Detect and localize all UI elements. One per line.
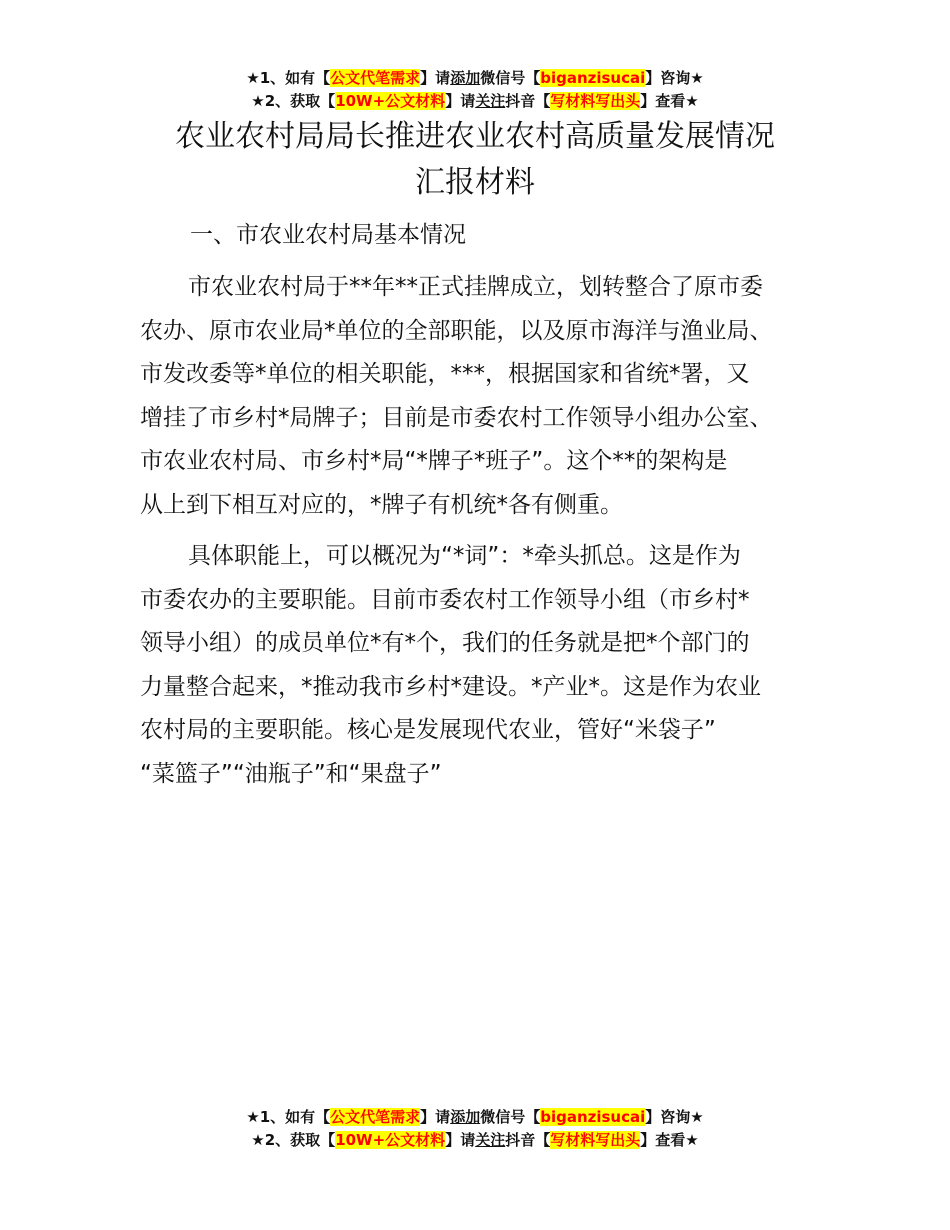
banner-text: ★1、如有【 xyxy=(246,69,331,87)
document-title xyxy=(0,114,950,206)
banner-line-1 xyxy=(0,1106,950,1129)
footer-banner xyxy=(0,1106,950,1152)
banner-highlight: 10W+公文材料 xyxy=(335,92,446,110)
banner-text: 微信号【 xyxy=(480,69,541,87)
banner-highlight: 写材料写出头 xyxy=(550,1131,641,1149)
banner-text: 】咨询★ xyxy=(645,1108,704,1126)
banner-underlined: 添加 xyxy=(450,1108,481,1126)
banner-text: ★1、如有【 xyxy=(246,1108,331,1126)
banner-text: 】请 xyxy=(445,92,476,110)
banner-underlined: 添加 xyxy=(450,69,481,87)
banner-text: 】请 xyxy=(420,69,451,87)
banner-highlight: biganzisucai xyxy=(540,69,646,87)
banner-text: ★2、获取【 xyxy=(251,92,336,110)
paragraph-line: 具体职能上，可以概况为“*词”：*牵头抓总。这是作为 xyxy=(188,543,741,569)
banner-text: 】咨询★ xyxy=(645,69,704,87)
banner-line-2 xyxy=(0,1129,950,1152)
paragraph-line: 农村局的主要职能。核心是发展现代农业，管好“米袋子” xyxy=(140,717,716,743)
banner-text: 微信号【 xyxy=(480,1108,541,1126)
title-line-1: 农业农村局局长推进农业农村高质量发展情况 xyxy=(175,119,775,154)
banner-highlight: 公文代笔需求 xyxy=(330,69,421,87)
banner-text: 】请 xyxy=(445,1131,476,1149)
paragraph-1 xyxy=(140,266,820,527)
paragraph-line: 从上到下相互对应的，*牌子有机统*各有侧重。 xyxy=(140,491,623,518)
banner-text: 抖音【 xyxy=(505,92,551,110)
paragraph-line: 农办、原市农业局*单位的全部职能，以及原市海洋与渔业局、 xyxy=(140,317,773,344)
banner-highlight: biganzisucai xyxy=(540,1108,646,1126)
banner-text: ★2、获取【 xyxy=(251,1131,336,1149)
paragraph-line: 增挂了市乡村*局牌子；目前是市委农村工作领导小组办公室、 xyxy=(140,404,773,431)
paragraph-line: 力量整合起来，*推动我市乡村*建设。*产业*。这是作为农业 xyxy=(140,673,761,700)
banner-text: 】查看★ xyxy=(640,92,699,110)
paragraph-line: 市发改委等*单位的相关职能，***，根据国家和省统*署，又 xyxy=(140,361,750,387)
paragraph-2 xyxy=(140,535,820,796)
banner-highlight: 10W+公文材料 xyxy=(335,1131,446,1149)
banner-line-1 xyxy=(0,67,950,90)
banner-underlined: 关注 xyxy=(475,1131,506,1149)
section-heading: 一、市农业农村局基本情况 xyxy=(190,222,466,248)
paragraph-line: 领导小组）的成员单位*有*个，我们的任务就是把*个部门的 xyxy=(140,630,750,656)
paragraph-line: 市农业农村局、市乡村*局“*牌子*班子”。这个**的架构是 xyxy=(140,448,728,474)
banner-text: 】请 xyxy=(420,1108,451,1126)
paragraph-line: 市委农办的主要职能。目前市委农村工作领导小组（市乡村* xyxy=(140,586,750,613)
banner-text: 抖音【 xyxy=(505,1131,551,1149)
header-banner xyxy=(0,67,950,113)
paragraph-line: “菜篮子”“油瓶子”和“果盘子” xyxy=(140,760,442,787)
banner-highlight: 公文代笔需求 xyxy=(330,1108,421,1126)
paragraph-line: 市农业农村局于**年**正式挂牌成立，划转整合了原市委 xyxy=(188,274,763,300)
banner-underlined: 关注 xyxy=(475,92,506,110)
banner-text: 】查看★ xyxy=(640,1131,699,1149)
banner-line-2 xyxy=(0,90,950,113)
banner-highlight: 写材料写出头 xyxy=(550,92,641,110)
title-line-2: 汇报材料 xyxy=(415,165,535,200)
